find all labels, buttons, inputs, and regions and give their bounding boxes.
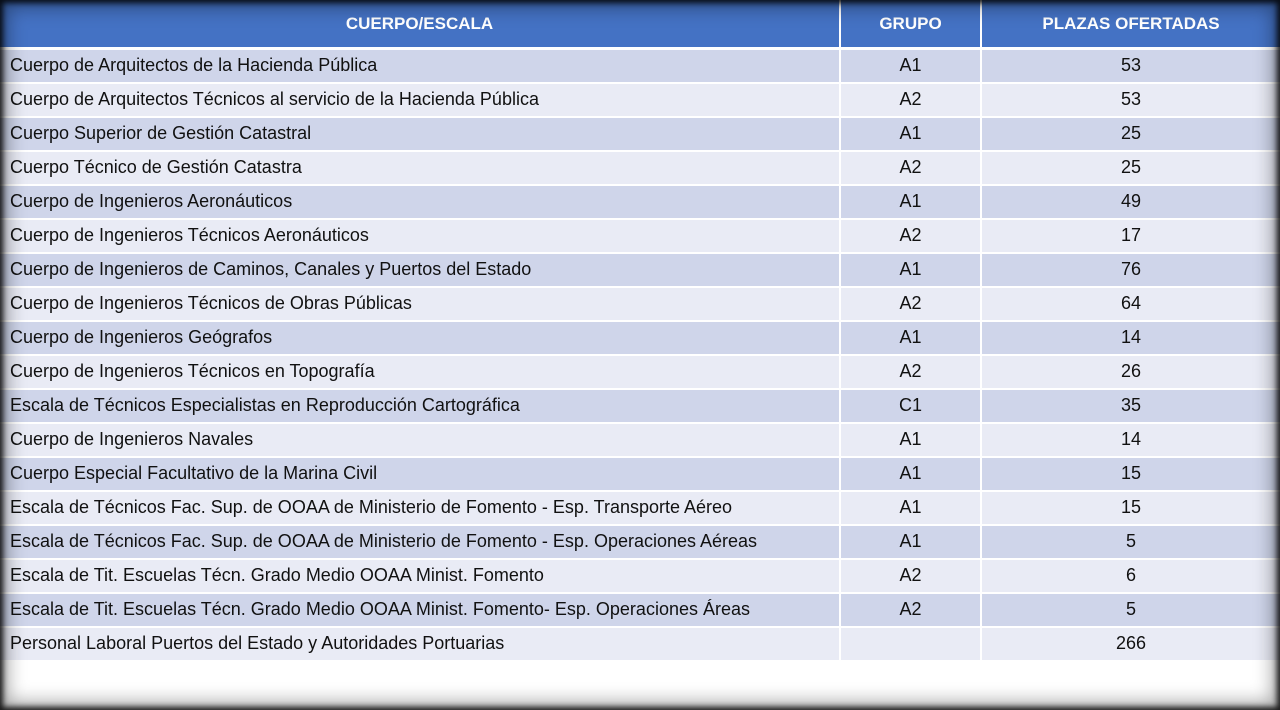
table-row <box>0 355 1280 389</box>
plazas-cell: 64 <box>981 287 1280 321</box>
table-row <box>0 559 1280 593</box>
cuerpo-escala-cell: Escala de Técnicos Especialistas en Reproducción Cartográfica <box>0 389 840 423</box>
table-row <box>0 151 1280 185</box>
table-row <box>0 457 1280 491</box>
grupo-cell: A1 <box>840 49 981 83</box>
grupo-cell: A2 <box>840 593 981 627</box>
grupo-cell: A2 <box>840 355 981 389</box>
grupo-cell: A1 <box>840 491 981 525</box>
cuerpo-escala-cell: Personal Laboral Puertos del Estado y Autoridades Portuarias <box>0 627 840 661</box>
grupo-cell: A1 <box>840 321 981 355</box>
grupo-cell: A1 <box>840 457 981 491</box>
plazas-cell: 14 <box>981 423 1280 457</box>
table-row <box>0 117 1280 151</box>
cuerpo-escala-cell: Cuerpo Especial Facultativo de la Marina Civil <box>0 457 840 491</box>
table-row <box>0 423 1280 457</box>
table-row <box>0 491 1280 525</box>
plazas-cell: 76 <box>981 253 1280 287</box>
grupo-cell: A1 <box>840 117 981 151</box>
cuerpo-escala-cell: Cuerpo de Ingenieros Técnicos en Topografía <box>0 355 840 389</box>
table-row <box>0 525 1280 559</box>
grupo-cell: A1 <box>840 185 981 219</box>
header-plazas-ofertadas: PLAZAS OFERTADAS <box>981 0 1280 49</box>
cuerpo-escala-cell: Escala de Tit. Escuelas Técn. Grado Medio OOAA Minist. Fomento- Esp. Operaciones Áreas <box>0 593 840 627</box>
grupo-cell: A2 <box>840 83 981 117</box>
grupo-cell: A1 <box>840 423 981 457</box>
plazas-cell: 15 <box>981 491 1280 525</box>
plazas-cell: 15 <box>981 457 1280 491</box>
plazas-cell: 26 <box>981 355 1280 389</box>
grupo-cell: A1 <box>840 253 981 287</box>
table-row <box>0 321 1280 355</box>
table-row <box>0 627 1280 661</box>
table-row <box>0 219 1280 253</box>
plazas-cell: 49 <box>981 185 1280 219</box>
grupo-cell: A2 <box>840 219 981 253</box>
grupo-cell: A2 <box>840 287 981 321</box>
table-body <box>0 49 1280 661</box>
plazas-cell: 35 <box>981 389 1280 423</box>
plazas-cell: 266 <box>981 627 1280 661</box>
table-row <box>0 287 1280 321</box>
cuerpo-escala-cell: Cuerpo de Ingenieros Geógrafos <box>0 321 840 355</box>
table-row <box>0 253 1280 287</box>
cuerpo-escala-cell: Cuerpo Técnico de Gestión Catastra <box>0 151 840 185</box>
table-row <box>0 593 1280 627</box>
table-row <box>0 389 1280 423</box>
table-row <box>0 83 1280 117</box>
cuerpo-escala-cell: Cuerpo de Arquitectos Técnicos al servicio de la Hacienda Pública <box>0 83 840 117</box>
plazas-cell: 5 <box>981 593 1280 627</box>
plazas-cell: 25 <box>981 151 1280 185</box>
plazas-cell: 53 <box>981 49 1280 83</box>
cuerpo-escala-cell: Cuerpo de Arquitectos de la Hacienda Pública <box>0 49 840 83</box>
table-header <box>0 0 1280 49</box>
table-row <box>0 185 1280 219</box>
grupo-cell: A2 <box>840 151 981 185</box>
plazas-cell: 5 <box>981 525 1280 559</box>
grupo-cell <box>840 627 981 661</box>
plazas-cell: 53 <box>981 83 1280 117</box>
cuerpo-escala-cell: Escala de Tit. Escuelas Técn. Grado Medio OOAA Minist. Fomento <box>0 559 840 593</box>
plazas-cell: 17 <box>981 219 1280 253</box>
plazas-cell: 6 <box>981 559 1280 593</box>
cuerpo-escala-cell: Cuerpo de Ingenieros Aeronáuticos <box>0 185 840 219</box>
table-row <box>0 49 1280 83</box>
plazas-cell: 25 <box>981 117 1280 151</box>
cuerpo-escala-cell: Cuerpo de Ingenieros Técnicos Aeronáuticos <box>0 219 840 253</box>
header-cuerpo-escala: CUERPO/ESCALA <box>0 0 840 49</box>
cuerpo-escala-cell: Escala de Técnicos Fac. Sup. de OOAA de Ministerio de Fomento - Esp. Transporte Aéreo <box>0 491 840 525</box>
grupo-cell: A2 <box>840 559 981 593</box>
cuerpo-escala-cell: Cuerpo de Ingenieros de Caminos, Canales y Puertos del Estado <box>0 253 840 287</box>
grupo-cell: C1 <box>840 389 981 423</box>
cuerpo-escala-cell: Cuerpo Superior de Gestión Catastral <box>0 117 840 151</box>
grupo-cell: A1 <box>840 525 981 559</box>
plazas-cell: 14 <box>981 321 1280 355</box>
cuerpo-escala-cell: Escala de Técnicos Fac. Sup. de OOAA de Ministerio de Fomento - Esp. Operaciones Aéreas <box>0 525 840 559</box>
cuerpo-escala-cell: Cuerpo de Ingenieros Navales <box>0 423 840 457</box>
cuerpo-escala-cell: Cuerpo de Ingenieros Técnicos de Obras Públicas <box>0 287 840 321</box>
header-row <box>0 0 1280 49</box>
header-grupo: GRUPO <box>840 0 981 49</box>
